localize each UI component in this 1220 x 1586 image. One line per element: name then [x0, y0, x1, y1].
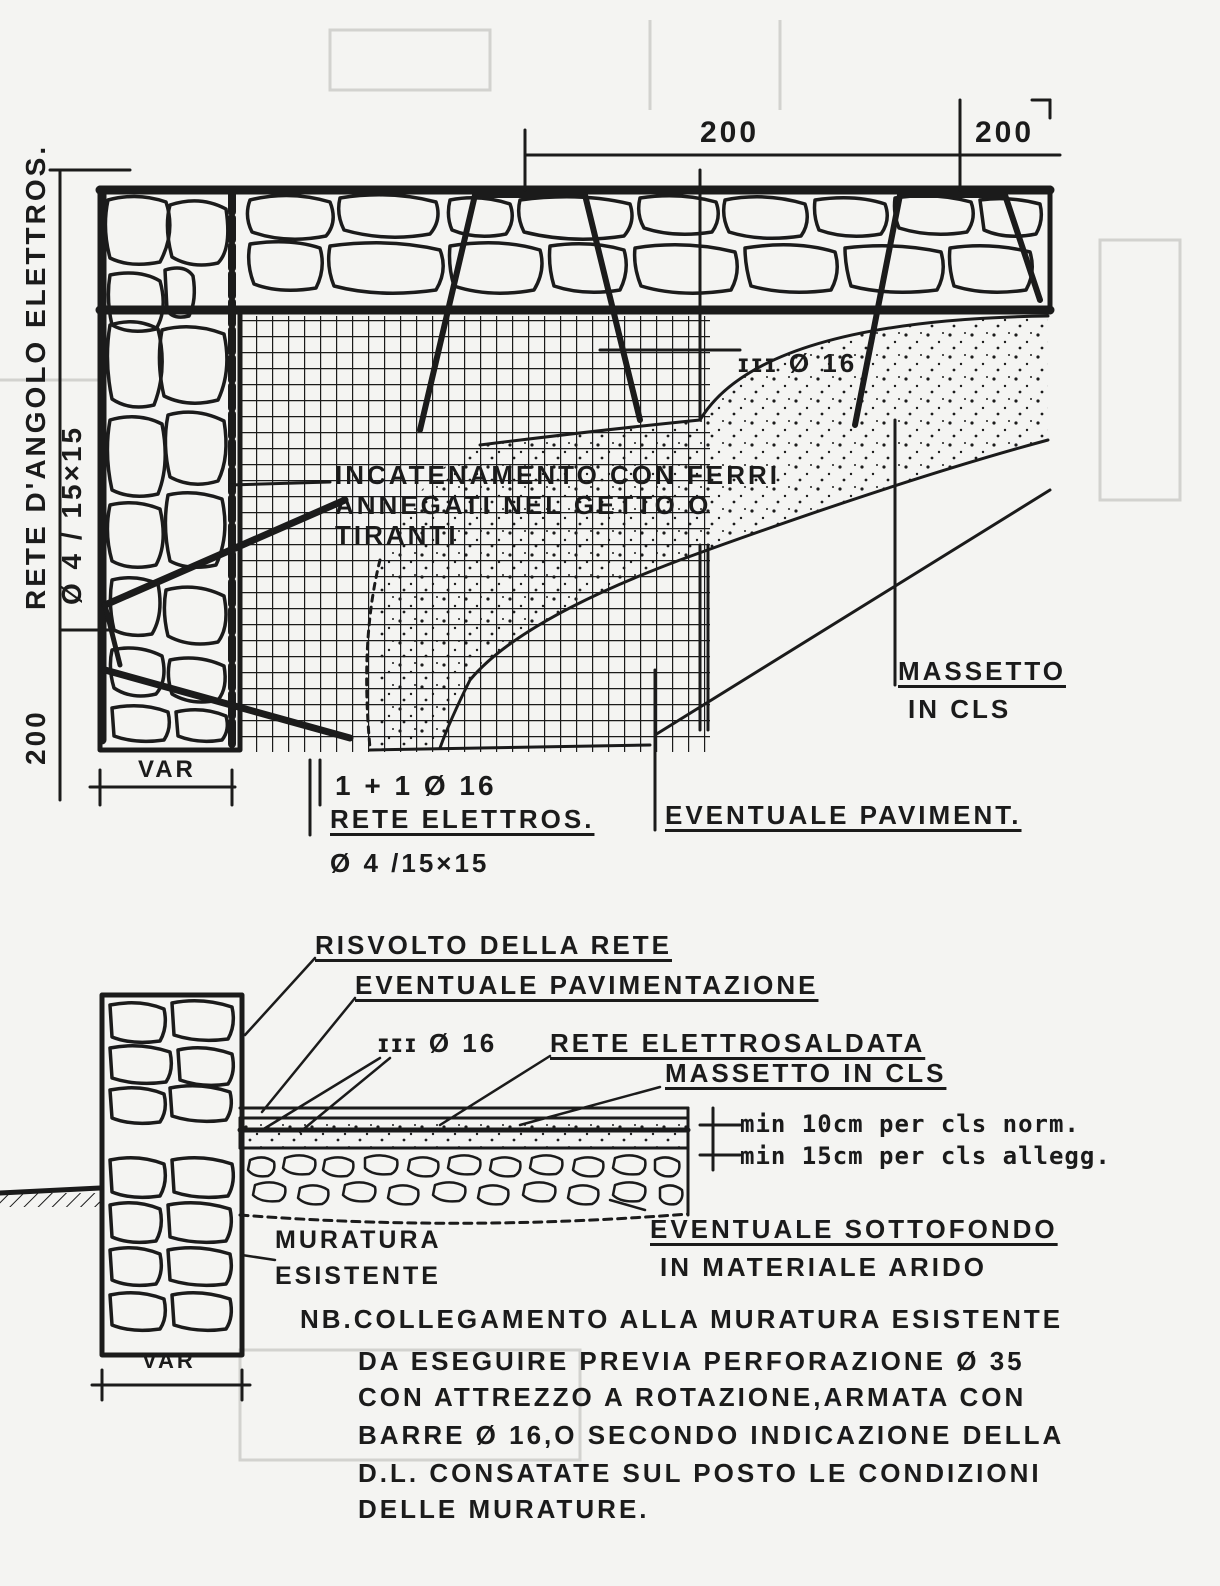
- tie-label-line-3: TIRANTI: [335, 520, 459, 550]
- bars-label-top: ɪɪɪ Ø 16: [738, 348, 858, 378]
- subbase-label-line-2: IN MATERIALE ARIDO: [660, 1252, 987, 1282]
- tie-label-line-2: ANNEGATI NEL GETTO O: [335, 490, 712, 520]
- min-thickness-light: min 15cm per cls allegg.: [740, 1142, 1111, 1170]
- subbase-label-line-1: EVENTUALE SOTTOFONDO: [650, 1214, 1058, 1244]
- tie-label-line-1: INCATENAMENTO CON FERRI: [335, 460, 781, 490]
- note-line-5: D.L. CONSATATE SUL POSTO LE CONDIZIONI: [358, 1458, 1042, 1488]
- vertical-label-mesh-corner: RETE D'ANGOLO ELETTROS.: [20, 143, 51, 610]
- bars-label-bottom: ɪɪɪ Ø 16: [378, 1028, 498, 1058]
- floor-label-bottom: EVENTUALE PAVIMENTAZIONE: [355, 970, 819, 1000]
- bars-bottom-label: 1 + 1 Ø 16: [335, 770, 497, 801]
- mesh-label-line-1: RETE ELETTROS.: [330, 804, 595, 834]
- note-line-6: DELLE MURATURE.: [358, 1494, 650, 1524]
- welded-mesh-label: RETE ELETTROSALDATA: [550, 1028, 926, 1058]
- note-line-2: DA ESEGUIRE PREVIA PERFORAZIONE Ø 35: [358, 1346, 1025, 1376]
- screed-label-line-1: MASSETTO: [898, 656, 1066, 686]
- var-label-top: VAR: [138, 756, 196, 783]
- note-line-1: NB.COLLEGAMENTO ALLA MURATURA ESISTENTE: [300, 1304, 1064, 1334]
- note-line-3: CON ATTREZZO A ROTAZIONE,ARMATA CON: [358, 1382, 1027, 1412]
- min-thickness-normal: min 10cm per cls norm.: [740, 1110, 1080, 1138]
- dimension-200-left: 200: [20, 709, 51, 765]
- vertical-label-mesh-size: Ø 4 / 15×15: [56, 424, 87, 605]
- dimension-200-a: 200: [700, 116, 760, 149]
- wall-stones-left: [105, 196, 227, 741]
- mesh-turn-label: RISVOLTO DELLA RETE: [315, 930, 672, 960]
- mesh-label-line-2: Ø 4 /15×15: [330, 848, 490, 878]
- wall-label-line-1: MURATURA: [275, 1226, 442, 1254]
- dimension-200-b: 200: [975, 116, 1035, 149]
- var-label-bottom: VAR: [142, 1348, 196, 1373]
- floor-label-top: EVENTUALE PAVIMENT.: [665, 800, 1022, 830]
- gravel-subbase: [248, 1155, 682, 1204]
- wall-stones-top: [247, 195, 1041, 293]
- wall-label-line-2: ESISTENTE: [275, 1262, 441, 1290]
- note-line-4: BARRE Ø 16,O SECONDO INDICAZIONE DELLA: [358, 1420, 1065, 1450]
- wall-stones-bottom: [110, 1001, 233, 1331]
- screed-layer: [240, 1118, 688, 1148]
- screed-label-line-2: IN CLS: [908, 694, 1012, 724]
- screed-label-bottom: MASSETTO IN CLS: [665, 1058, 947, 1088]
